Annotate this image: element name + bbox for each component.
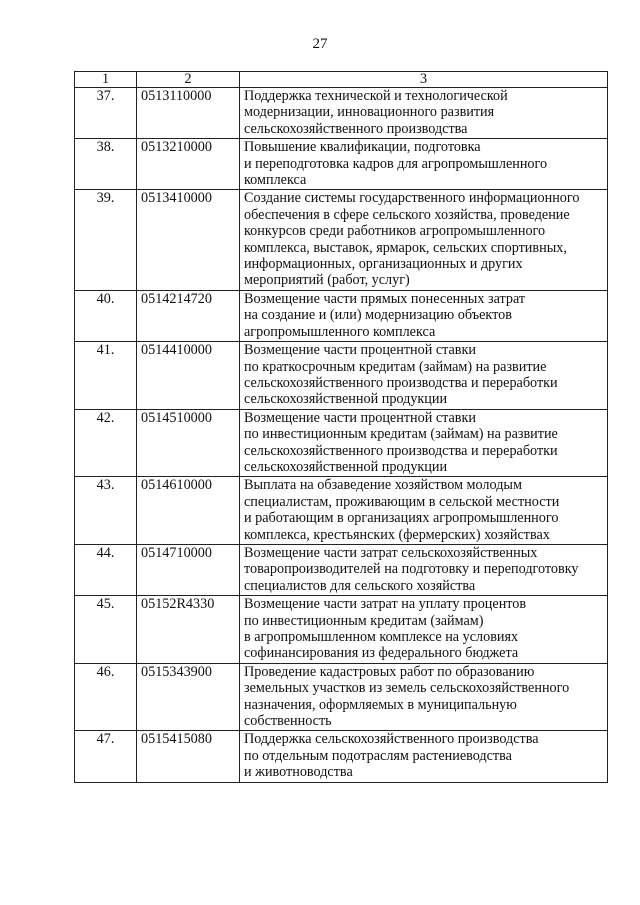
row-number: 40. (75, 290, 137, 341)
row-number: 39. (75, 190, 137, 290)
row-number: 38. (75, 139, 137, 190)
budget-code: 0515343900 (137, 663, 240, 731)
budget-code: 0514710000 (137, 544, 240, 595)
codes-table (74, 71, 608, 783)
table-row (75, 596, 608, 664)
budget-code: 05152R4330 (137, 596, 240, 664)
column-header-number: 1 (75, 72, 137, 88)
table-row (75, 663, 608, 731)
row-number: 41. (75, 342, 137, 410)
budget-code: 0513210000 (137, 139, 240, 190)
table-row (75, 88, 608, 139)
row-number: 46. (75, 663, 137, 731)
row-description: Выплата на обзаведение хозяйством молодым специалистам, проживающим в сельской местности и работающим в организациях агропромышленного комплекса, крестьянских (фермерских) хозяйствах (240, 477, 608, 545)
budget-code: 0515415080 (137, 731, 240, 782)
table-row (75, 409, 608, 477)
row-number: 47. (75, 731, 137, 782)
budget-code: 0514610000 (137, 477, 240, 545)
row-description: Повышение квалификации, подготовка и переподготовка кадров для агропромышленного комплекса (240, 139, 608, 190)
table-row (75, 544, 608, 595)
budget-code: 0514410000 (137, 342, 240, 410)
table-header-row (75, 72, 608, 88)
row-description: Проведение кадастровых работ по образованию земельных участков из земель сельскохозяйственного назначения, оформляемых в муниципальную собственность (240, 663, 608, 731)
row-description: Создание системы государственного информационного обеспечения в сфере сельского хозяйства, проведение конкурсов среди работников агропромышленного комплекса, выставок, ярмарок, сельских спортивных, информационных, организационных и других мероприятий (работ, услуг) (240, 190, 608, 290)
table-row (75, 477, 608, 545)
table-row (75, 290, 608, 341)
row-number: 42. (75, 409, 137, 477)
row-number: 44. (75, 544, 137, 595)
row-description: Возмещение части процентной ставки по инвестиционным кредитам (займам) на развитие сельскохозяйственного производства и переработки сельскохозяйственной продукции (240, 409, 608, 477)
row-description: Поддержка технической и технологической модернизации, инновационного развития сельскохозяйственного производства (240, 88, 608, 139)
column-header-description: 3 (240, 72, 608, 88)
row-number: 37. (75, 88, 137, 139)
column-header-code: 2 (137, 72, 240, 88)
row-number: 45. (75, 596, 137, 664)
table-row (75, 139, 608, 190)
row-number: 43. (75, 477, 137, 545)
table-row (75, 731, 608, 782)
budget-code: 0514510000 (137, 409, 240, 477)
table-row (75, 190, 608, 290)
row-description: Поддержка сельскохозяйственного производства по отдельным подотраслям растениеводства и животноводства (240, 731, 608, 782)
row-description: Возмещение части затрат на уплату процентов по инвестиционным кредитам (займам) в агропромышленном комплексе на условиях софинансирования из федерального бюджета (240, 596, 608, 664)
row-description: Возмещение части процентной ставки по краткосрочным кредитам (займам) на развитие сельскохозяйственного производства и переработки сельскохозяйственной продукции (240, 342, 608, 410)
budget-code: 0513110000 (137, 88, 240, 139)
budget-code: 0514214720 (137, 290, 240, 341)
page-number: 27 (312, 36, 328, 52)
row-description: Возмещение части прямых понесенных затрат на создание и (или) модернизацию объектов агропромышленного комплекса (240, 290, 608, 341)
row-description: Возмещение части затрат сельскохозяйственных товаропроизводителей на подготовку и переподготовку специалистов для сельского хозяйства (240, 544, 608, 595)
table-row (75, 342, 608, 410)
budget-code: 0513410000 (137, 190, 240, 290)
